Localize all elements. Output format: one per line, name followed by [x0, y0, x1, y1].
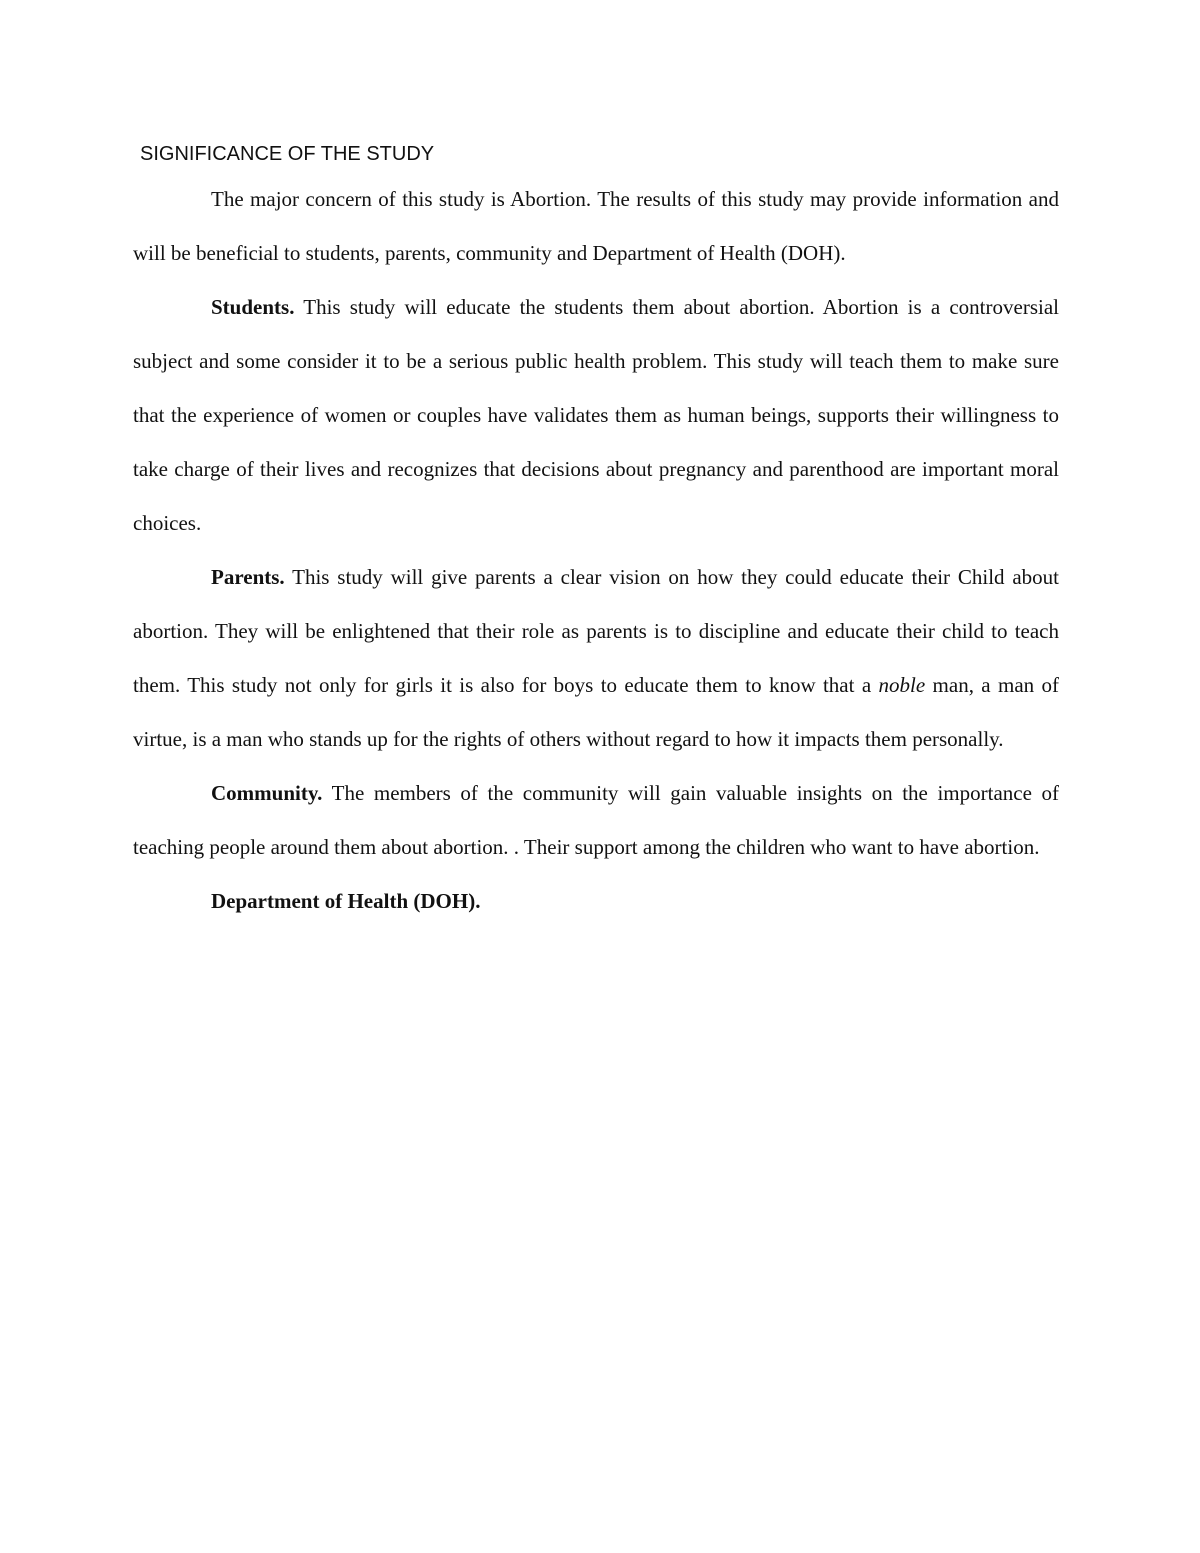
community-label: Community. — [211, 781, 323, 805]
parents-text-after: man, a man of virtue, is a man who stands up for the rights of others without regard to how it impacts them personally. — [133, 673, 1060, 751]
doh-label: Department of Health (DOH). — [211, 889, 481, 913]
parents-emphasis: noble — [878, 673, 926, 697]
community-paragraph — [133, 766, 1059, 874]
page-title: SIGNIFICANCE OF THE STUDY — [140, 143, 435, 165]
parents-label: Parents. — [211, 565, 285, 589]
students-paragraph — [133, 280, 1059, 550]
intro-paragraph: The major concern of this study is Abortion. The results of this study may provide information and will be beneficial to students, parents, community and Department of Health (DOH). — [133, 187, 1059, 265]
students-text: This study will educate the students them about abortion. Abortion is a controversial subject and some consider it to be a serious public health problem. This study will teach them to make sure that the experience of women or couples have validates them as human beings, supports their willingness to take charge of their lives and recognizes that decisions about pregnancy and parenthood are important moral choices. — [133, 295, 1059, 535]
community-text: The members of the community will gain valuable insights on the importance of teaching people around them about abortion. . Their support among the children who want to have abortion. — [133, 781, 1059, 859]
parents-text-before: This study will give parents a clear vision on how they could educate their Child about abortion. They will be enlightened that their role as parents is to discipline and educate their child to teach them. This study not only for girls it is also for boys to educate them to know that a — [133, 565, 1059, 697]
parents-paragraph — [133, 550, 1059, 766]
document-body — [133, 172, 1059, 928]
students-label: Students. — [211, 295, 295, 319]
doh-paragraph — [133, 874, 1059, 928]
